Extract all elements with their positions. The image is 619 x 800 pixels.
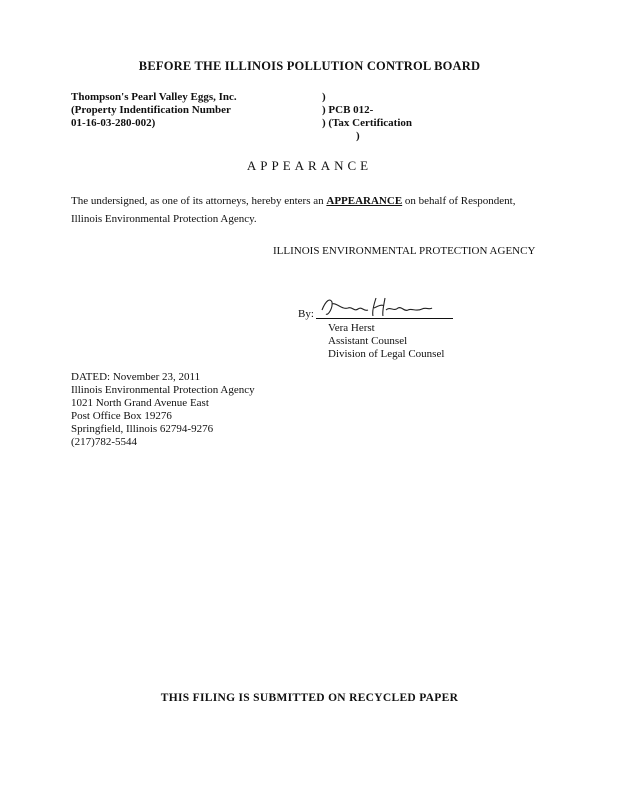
address-line: Springfield, Illinois 62794-9276 xyxy=(71,423,214,435)
caption-right-line: ) xyxy=(356,130,360,142)
address-line: 1021 North Grand Avenue East xyxy=(71,397,209,409)
address-line: Post Office Box 19276 xyxy=(71,410,172,422)
by-label: By: xyxy=(298,308,314,320)
statement-line-2: Illinois Environmental Protection Agency. xyxy=(71,213,257,225)
statement-text: on behalf of Respondent, xyxy=(402,195,516,207)
signatory-title: Assistant Counsel xyxy=(328,335,408,347)
address-line: DATED: November 23, 2011 xyxy=(71,371,201,383)
signatory-division: Division of Legal Counsel xyxy=(328,348,445,360)
address-line: (217)782-5544 xyxy=(71,436,137,448)
address-block xyxy=(71,371,255,449)
caption-right-line: ) xyxy=(322,91,326,103)
caption-left xyxy=(71,91,237,130)
document-title: APPEARANCE xyxy=(246,158,373,173)
address-line: Illinois Environmental Protection Agency xyxy=(71,384,255,396)
statement-text: The undersigned, as one of its attorneys, hereby enters an xyxy=(71,195,327,207)
statement-emphasis: APPEARANCE xyxy=(326,195,403,207)
caption-left-line: Thompson's Pearl Valley Eggs, Inc. xyxy=(71,91,237,103)
handwritten-signature xyxy=(318,294,438,320)
caption-right-line: ) PCB 012- xyxy=(322,104,374,116)
recycled-paper-footer: THIS FILING IS SUBMITTED ON RECYCLED PAPER xyxy=(160,692,459,704)
caption-right-line: ) (Tax Certification xyxy=(322,117,413,129)
appearance-statement xyxy=(71,195,516,207)
caption-left-line: 01-16-03-280-002) xyxy=(71,117,156,129)
signatory-name: Vera Herst xyxy=(328,322,375,334)
caption-left-line: (Property Indentification Number xyxy=(71,104,231,116)
caption-right xyxy=(322,91,412,143)
agency-name: ILLINOIS ENVIRONMENTAL PROTECTION AGENCY xyxy=(273,245,536,257)
signatory-block xyxy=(328,322,444,361)
board-heading: BEFORE THE ILLINOIS POLLUTION CONTROL BOARD xyxy=(138,59,481,73)
